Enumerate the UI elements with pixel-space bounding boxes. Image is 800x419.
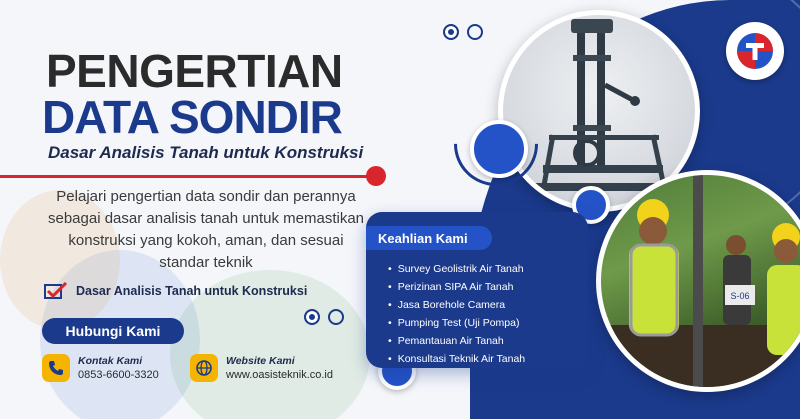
decorative-dot	[443, 24, 459, 40]
headline-line2: DATA SONDIR	[42, 91, 342, 143]
expertise-item: • Konsultasi Teknik Air Tanah	[388, 350, 525, 368]
decorative-blue-circle	[470, 120, 528, 178]
expertise-heading: Keahlian Kami	[366, 226, 492, 250]
website-contact[interactable]	[190, 354, 333, 382]
headline-line1: PENGERTIAN	[46, 45, 343, 97]
workers-illustration	[601, 175, 800, 392]
phone-contact[interactable]	[42, 354, 159, 382]
decorative-dots-top	[443, 24, 483, 40]
phone-icon	[48, 360, 64, 376]
expertise-item: • Survey Geolistrik Air Tanah	[388, 260, 525, 278]
globe-icon	[196, 360, 212, 376]
divider-dot	[366, 166, 386, 186]
expertise-item: • Pemantauan Air Tanah	[388, 332, 525, 350]
phone-number[interactable]: 0853-6600-3320	[78, 369, 159, 381]
decorative-dot	[328, 309, 344, 325]
website-label: Website Kami	[226, 355, 295, 367]
globe-icon-badge	[190, 354, 218, 382]
expertise-card	[366, 212, 588, 368]
highlight-row	[44, 282, 307, 300]
phone-icon-badge	[42, 354, 70, 382]
expertise-item: • Jasa Borehole Camera	[388, 296, 525, 314]
divider-line	[0, 175, 380, 178]
website-url[interactable]: www.oasisteknik.co.id	[226, 369, 333, 381]
expertise-list	[388, 260, 525, 368]
logo-icon	[735, 31, 775, 71]
expertise-item: • Pumping Test (Uji Pompa)	[388, 314, 525, 332]
brand-logo	[726, 22, 784, 80]
headline-subtitle: Dasar Analisis Tanah untuk Konstruksi	[48, 143, 364, 162]
decorative-dots-bottom	[304, 309, 344, 325]
decorative-dot	[467, 24, 483, 40]
contact-heading: Hubungi Kami	[42, 318, 184, 344]
decorative-dot	[304, 309, 320, 325]
description-text: Pelajari pengertian data sondir dan perannya sebagai dasar analisis tanah untuk memastikan konstruksi yang kokoh, aman, dan sesuai standar teknik	[47, 188, 365, 271]
photo-sign-text: S-06	[730, 291, 750, 301]
phone-label: Kontak Kami	[78, 355, 143, 367]
highlight-label: Dasar Analisis Tanah untuk Konstruksi	[76, 284, 308, 298]
checkmark-icon	[44, 282, 68, 300]
expertise-item: • Perizinan SIPA Air Tanah	[388, 278, 525, 296]
